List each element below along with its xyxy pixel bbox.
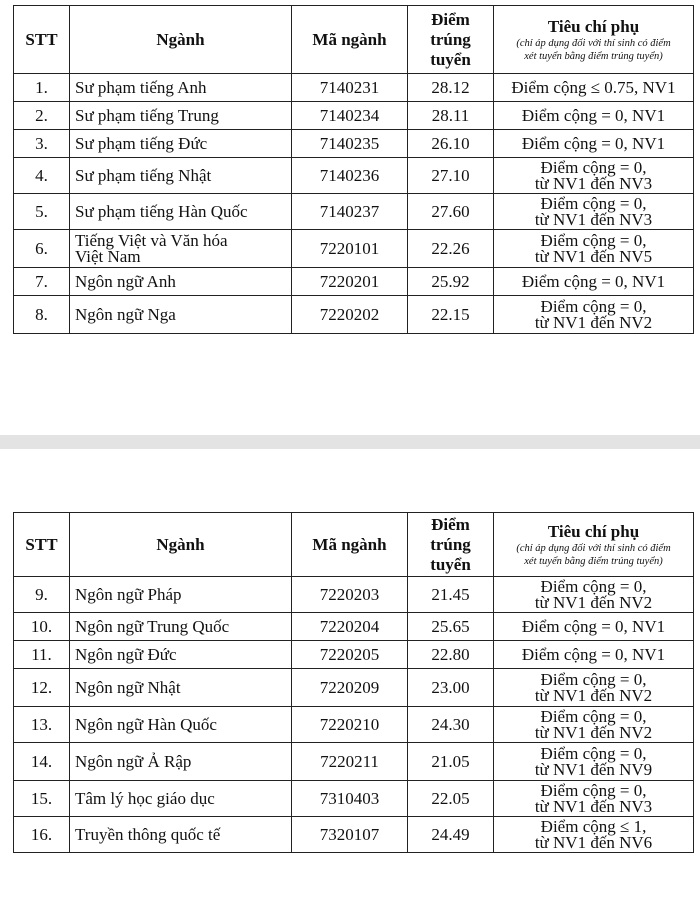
page-separator xyxy=(0,435,700,449)
cell-tieu-chi: Điểm cộng ≤ 0.75, NV1 xyxy=(494,74,694,102)
cell-nganh: Sư phạm tiếng Đức xyxy=(70,130,292,158)
cell-nganh: Ngôn ngữ Đức xyxy=(70,641,292,669)
cell-diem: 21.45 xyxy=(408,577,494,613)
cell-nganh: Ngôn ngữ Pháp xyxy=(70,577,292,613)
cell-diem: 28.12 xyxy=(408,74,494,102)
admission-table-2 xyxy=(13,512,693,853)
cell-diem: 26.10 xyxy=(408,130,494,158)
header-tieu-chi-phu: Tiêu chí phụ (chỉ áp dụng đối với thí sinh có điểm xét tuyển bằng điểm trúng tuyển) xyxy=(494,6,694,74)
cell-stt: 1. xyxy=(14,74,70,102)
cell-ma-nganh: 7140231 xyxy=(292,74,408,102)
cell-ma-nganh: 7220204 xyxy=(292,613,408,641)
cell-diem: 28.11 xyxy=(408,102,494,130)
cell-diem: 22.80 xyxy=(408,641,494,669)
cell-tieu-chi: Điểm cộng ≤ 1, từ NV1 đến NV6 xyxy=(494,817,694,853)
cell-nganh: Tiếng Việt và Văn hóa Việt Nam xyxy=(70,230,292,268)
cell-nganh: Ngôn ngữ Anh xyxy=(70,268,292,296)
table-row xyxy=(14,707,694,743)
cell-tieu-chi: Điểm cộng = 0, NV1 xyxy=(494,268,694,296)
header-row xyxy=(14,6,694,74)
cell-tieu-chi: Điểm cộng = 0, từ NV1 đến NV3 xyxy=(494,158,694,194)
cell-tieu-chi: Điểm cộng = 0, từ NV1 đến NV5 xyxy=(494,230,694,268)
cell-ma-nganh: 7220101 xyxy=(292,230,408,268)
cell-diem: 24.30 xyxy=(408,707,494,743)
cell-nganh: Ngôn ngữ Nga xyxy=(70,296,292,334)
table-row xyxy=(14,194,694,230)
cell-diem: 27.10 xyxy=(408,158,494,194)
cell-tieu-chi: Điểm cộng = 0, NV1 xyxy=(494,130,694,158)
cell-tieu-chi: Điểm cộng = 0, từ NV1 đến NV9 xyxy=(494,743,694,781)
table-row xyxy=(14,102,694,130)
table-row xyxy=(14,669,694,707)
cell-ma-nganh: 7220205 xyxy=(292,641,408,669)
cell-stt: 2. xyxy=(14,102,70,130)
table-row xyxy=(14,641,694,669)
cell-stt: 4. xyxy=(14,158,70,194)
cell-ma-nganh: 7220203 xyxy=(292,577,408,613)
cell-stt: 14. xyxy=(14,743,70,781)
header-tieu-chi-phu: Tiêu chí phụ (chỉ áp dụng đối với thí sinh có điểm xét tuyển bằng điểm trúng tuyển) xyxy=(494,513,694,577)
cell-ma-nganh: 7220209 xyxy=(292,669,408,707)
cell-nganh: Tâm lý học giáo dục xyxy=(70,781,292,817)
header-nganh: Ngành xyxy=(70,6,292,74)
cell-tieu-chi: Điểm cộng = 0, NV1 xyxy=(494,102,694,130)
table-row xyxy=(14,781,694,817)
cell-diem: 22.26 xyxy=(408,230,494,268)
cell-nganh: Truyền thông quốc tế xyxy=(70,817,292,853)
cell-ma-nganh: 7140235 xyxy=(292,130,408,158)
header-nganh: Ngành xyxy=(70,513,292,577)
header-diem-trung-tuyen: Điểm trúng tuyển xyxy=(408,513,494,577)
table-row xyxy=(14,74,694,102)
cell-ma-nganh: 7140236 xyxy=(292,158,408,194)
cell-tieu-chi: Điểm cộng = 0, từ NV1 đến NV3 xyxy=(494,194,694,230)
header-ma-nganh: Mã ngành xyxy=(292,6,408,74)
header-stt: STT xyxy=(14,6,70,74)
cell-stt: 8. xyxy=(14,296,70,334)
cell-nganh: Sư phạm tiếng Anh xyxy=(70,74,292,102)
cell-diem: 22.15 xyxy=(408,296,494,334)
cell-stt: 5. xyxy=(14,194,70,230)
cell-diem: 21.05 xyxy=(408,743,494,781)
cell-diem: 22.05 xyxy=(408,781,494,817)
cell-tieu-chi: Điểm cộng = 0, từ NV1 đến NV2 xyxy=(494,669,694,707)
cell-ma-nganh: 7220202 xyxy=(292,296,408,334)
cell-nganh: Ngôn ngữ Hàn Quốc xyxy=(70,707,292,743)
cell-stt: 10. xyxy=(14,613,70,641)
cell-stt: 7. xyxy=(14,268,70,296)
cell-nganh: Ngôn ngữ Trung Quốc xyxy=(70,613,292,641)
table-row xyxy=(14,268,694,296)
table-row xyxy=(14,743,694,781)
admission-table-1 xyxy=(13,5,693,334)
cell-tieu-chi: Điểm cộng = 0, NV1 xyxy=(494,641,694,669)
cell-diem: 25.92 xyxy=(408,268,494,296)
table-row xyxy=(14,817,694,853)
table-row xyxy=(14,577,694,613)
cell-ma-nganh: 7320107 xyxy=(292,817,408,853)
cell-stt: 3. xyxy=(14,130,70,158)
cell-tieu-chi: Điểm cộng = 0, từ NV1 đến NV3 xyxy=(494,781,694,817)
cell-nganh: Ngôn ngữ Nhật xyxy=(70,669,292,707)
cell-stt: 9. xyxy=(14,577,70,613)
header-ma-nganh: Mã ngành xyxy=(292,513,408,577)
score-table xyxy=(13,512,694,853)
cell-nganh: Sư phạm tiếng Nhật xyxy=(70,158,292,194)
cell-stt: 11. xyxy=(14,641,70,669)
header-stt: STT xyxy=(14,513,70,577)
cell-stt: 12. xyxy=(14,669,70,707)
cell-tieu-chi: Điểm cộng = 0, từ NV1 đến NV2 xyxy=(494,577,694,613)
cell-ma-nganh: 7220211 xyxy=(292,743,408,781)
cell-stt: 16. xyxy=(14,817,70,853)
cell-diem: 27.60 xyxy=(408,194,494,230)
cell-tieu-chi: Điểm cộng = 0, từ NV1 đến NV2 xyxy=(494,296,694,334)
cell-ma-nganh: 7220210 xyxy=(292,707,408,743)
table-row xyxy=(14,230,694,268)
cell-diem: 23.00 xyxy=(408,669,494,707)
cell-nganh: Sư phạm tiếng Hàn Quốc xyxy=(70,194,292,230)
table-row xyxy=(14,296,694,334)
cell-diem: 25.65 xyxy=(408,613,494,641)
cell-tieu-chi: Điểm cộng = 0, từ NV1 đến NV2 xyxy=(494,707,694,743)
table-row xyxy=(14,158,694,194)
cell-nganh: Ngôn ngữ Ả Rập xyxy=(70,743,292,781)
cell-ma-nganh: 7220201 xyxy=(292,268,408,296)
cell-ma-nganh: 7310403 xyxy=(292,781,408,817)
cell-stt: 13. xyxy=(14,707,70,743)
cell-ma-nganh: 7140237 xyxy=(292,194,408,230)
cell-ma-nganh: 7140234 xyxy=(292,102,408,130)
header-diem-trung-tuyen: Điểm trúng tuyển xyxy=(408,6,494,74)
header-row xyxy=(14,513,694,577)
cell-stt: 15. xyxy=(14,781,70,817)
table-row xyxy=(14,130,694,158)
cell-nganh: Sư phạm tiếng Trung xyxy=(70,102,292,130)
score-table xyxy=(13,5,694,334)
cell-diem: 24.49 xyxy=(408,817,494,853)
cell-stt: 6. xyxy=(14,230,70,268)
table-row xyxy=(14,613,694,641)
cell-tieu-chi: Điểm cộng = 0, NV1 xyxy=(494,613,694,641)
